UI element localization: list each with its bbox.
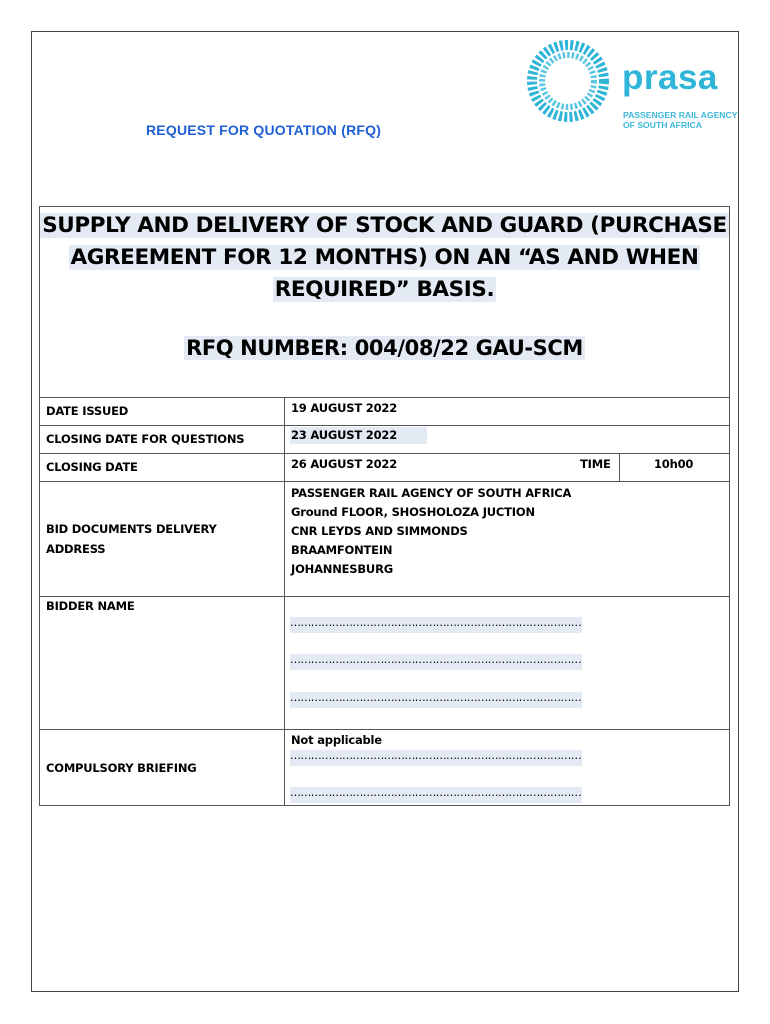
briefing-line-2: …………………………………………………………………………: [290, 787, 582, 803]
row-divider: [39, 425, 730, 426]
row-divider: [39, 453, 730, 454]
date-issued-label: DATE ISSUED: [46, 404, 129, 418]
row-divider: [39, 596, 730, 597]
rfq-number-text: RFQ NUMBER: 004/08/22 GAU-SCM: [186, 336, 583, 360]
row-divider: [39, 397, 730, 398]
address-line: Ground FLOOR, SHOSHOLOZA JUCTION: [291, 505, 535, 519]
address-line: CNR LEYDS AND SIMMONDS: [291, 524, 468, 538]
closing-date-label: CLOSING DATE: [46, 460, 138, 474]
row-divider: [39, 481, 730, 482]
bidder-name-line-2: …………………………………………………………………………: [290, 654, 582, 670]
title-line-1: SUPPLY AND DELIVERY OF STOCK AND GUARD (PURCHASE: [42, 213, 727, 238]
column-divider: [284, 397, 285, 805]
rfq-number: [39, 336, 730, 360]
address-line: PASSENGER RAIL AGENCY OF SOUTH AFRICA: [291, 486, 572, 500]
time-column-divider: [619, 453, 620, 481]
briefing-value: Not applicable: [291, 733, 382, 747]
delivery-address: [291, 484, 571, 579]
title-line-3: REQUIRED” BASIS.: [274, 277, 495, 302]
logo-subtitle-line1: PASSENGER RAIL AGENCY: [623, 110, 738, 120]
logo-subtitle-line2: OF SOUTH AFRICA: [623, 120, 702, 130]
logo-wordmark: prasa: [622, 58, 718, 97]
row-divider: [39, 729, 730, 730]
questions-closing-value: 23 AUGUST 2022: [290, 427, 427, 444]
logo-subtitle: [623, 110, 737, 130]
time-label: TIME: [580, 457, 611, 471]
document-title: [39, 210, 730, 306]
bidder-name-line-3: …………………………………………………………………………: [290, 692, 582, 708]
address-line: JOHANNESBURG: [291, 562, 393, 576]
date-issued-value: 19 AUGUST 2022: [291, 401, 398, 415]
closing-date-value: 26 AUGUST 2022: [291, 457, 398, 471]
delivery-address-label-line1: BID DOCUMENTS DELIVERY: [46, 522, 217, 536]
bidder-name-line-1: …………………………………………………………………………: [290, 617, 582, 633]
address-line: BRAAMFONTEIN: [291, 543, 393, 557]
bidder-name-label: BIDDER NAME: [46, 599, 135, 613]
rfq-heading: REQUEST FOR QUOTATION (RFQ): [146, 122, 382, 138]
compulsory-briefing-label: COMPULSORY BRIEFING: [46, 761, 197, 775]
delivery-address-label-line2: ADDRESS: [46, 542, 106, 556]
title-line-2: AGREEMENT FOR 12 MONTHS) ON AN “AS AND WHEN: [70, 245, 699, 270]
questions-closing-label: CLOSING DATE FOR QUESTIONS: [46, 432, 245, 446]
briefing-line-1: …………………………………………………………………………: [290, 750, 582, 766]
time-value: 10h00: [654, 457, 694, 471]
